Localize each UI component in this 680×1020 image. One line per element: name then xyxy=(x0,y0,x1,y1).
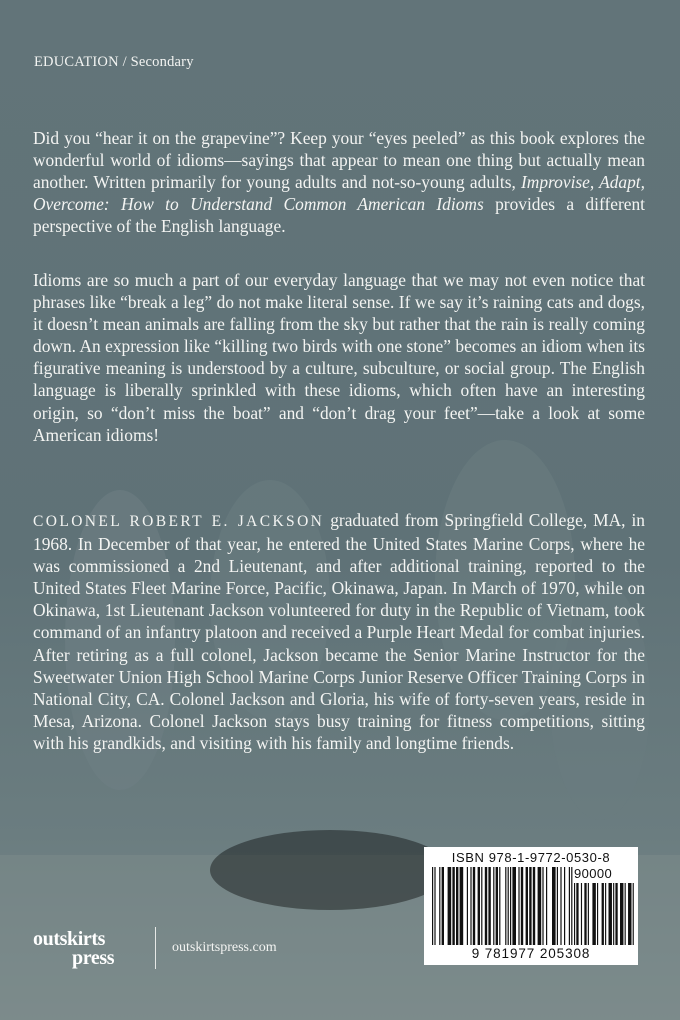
isbn-number: ISBN 978-1-9772-0530-8 xyxy=(451,850,611,865)
barcode-bar xyxy=(526,867,528,945)
logo-text-outskirts: outskirts xyxy=(33,928,105,950)
barcode-bar xyxy=(478,867,480,945)
publisher-url: outskirtspress.com xyxy=(172,940,277,955)
barcode-bar xyxy=(448,867,452,945)
barcode-bar xyxy=(481,867,482,945)
barcode-bar xyxy=(456,867,458,945)
description-text-b: provides a different perspective of the English language. xyxy=(33,194,645,237)
publisher-logo xyxy=(33,928,143,972)
addon-bar xyxy=(613,883,614,945)
ean-digits: 9 781977 205308 xyxy=(471,946,591,961)
addon-bar xyxy=(605,883,606,945)
barcode-bar xyxy=(470,867,471,945)
barcode-bar xyxy=(442,867,444,945)
barcode-bar xyxy=(488,867,490,945)
addon-bar xyxy=(633,883,634,945)
addon-bar xyxy=(615,883,617,945)
barcode-bar xyxy=(460,867,464,945)
addon-bar xyxy=(625,883,626,945)
barcode-bar xyxy=(542,867,543,945)
barcode-bar xyxy=(473,867,475,945)
addon-bar xyxy=(581,883,582,945)
category-label: EDUCATION / Secondary xyxy=(34,54,194,70)
barcode-bar xyxy=(496,867,498,945)
barcode-bar xyxy=(505,867,506,945)
barcode-bar xyxy=(569,867,570,945)
price-code: 90000 xyxy=(574,866,613,881)
book-title: Improvise, Adapt, Overcome: How to Understand Common American Idioms xyxy=(33,172,645,215)
barcode-bar xyxy=(538,867,542,945)
barcode-bar xyxy=(467,867,468,945)
barcode-bar xyxy=(499,867,500,945)
addon-bar xyxy=(628,883,631,945)
addon-bar xyxy=(592,883,595,945)
barcode-bar xyxy=(546,867,547,945)
barcode-bar xyxy=(510,867,511,945)
addon-bar xyxy=(574,883,575,945)
barcode-bar xyxy=(434,867,435,945)
addon-bar xyxy=(584,883,586,945)
barcode-bar xyxy=(485,867,487,945)
barcode-bar xyxy=(533,867,535,945)
logo-divider xyxy=(155,927,156,969)
addon-bar xyxy=(620,883,623,945)
addon-bar xyxy=(588,883,589,945)
addon-bar xyxy=(602,883,604,945)
isbn-barcode xyxy=(424,847,638,965)
barcode-bar xyxy=(452,867,454,945)
barcode-bar xyxy=(521,867,523,945)
barcode-bar xyxy=(432,867,433,945)
barcode-bar xyxy=(518,867,519,945)
barcode-bar xyxy=(557,867,558,945)
barcode-bar xyxy=(493,867,494,945)
barcode-bar xyxy=(564,867,565,945)
description-paragraph-2: Idioms are so much a part of our everyday language that we may not even notice that phrases like “break a leg” do not make literal sense. If we say it’s raining cats and dogs, it doesn’t mean animals are falling from the sky but rather that the rain is really coming down. An expression like “killing two birds with one stone” becomes an idiom when its figurative meaning is understood by a culture, subculture, or social group. The English language is liberally sprinkled with these idioms, which often have an interesting origin, so “don’t miss the boat” and “don’t drag your feet”—take a look at some American idioms! xyxy=(33,270,645,445)
addon-bar xyxy=(609,883,612,945)
barcode-bar xyxy=(439,867,440,945)
barcode-bar xyxy=(552,867,556,945)
barcode-bar xyxy=(571,867,572,945)
barcode-bar xyxy=(512,867,516,945)
addon-bar xyxy=(576,883,578,945)
barcode-bar xyxy=(560,867,561,945)
description-text-a: Did you “hear it on the grapevine”? Keep your “eyes peeled” as this book explores the wonderful world of idioms—sayings that appear to mean one thing but actually mean another. Written primarily for young adults and not-so-young adults, xyxy=(33,128,645,193)
barcode-bar xyxy=(529,867,531,945)
author-name: COLONEL ROBERT E. JACKSON xyxy=(33,513,325,530)
addon-bar xyxy=(597,883,598,945)
barcode-bar xyxy=(508,867,509,945)
author-bio xyxy=(33,509,645,754)
description-paragraph-1 xyxy=(33,127,645,237)
author-bio-text: graduated from Springfield College, MA, in 1968. In December of that year, he entered the United States Marine Corps, where he was commissioned a 2nd Lieutenant, and after additional training, reported to the United States Fleet Marine Force, Pacific, Okinawa, Japan. In March of 1970, while on Okinawa, 1st Lieutenant Jackson volunteered for duty in the Republic of Vietnam, took command of an infantry platoon and received a Purple Heart Medal for combat injuries. After retiring as a full colonel, Jackson became the Senior Marine Instructor for the Sweetwater Union High School Marine Corps Junior Reserve Officer Training Corps in National City, CA. Colonel Jackson and Gloria, his wife of forty-seven years, reside in Mesa, Arizona. Colonel Jackson stays busy training for fitness competitions, sitting with his grandkids, and visiting with his family and longtime friends. xyxy=(33,510,645,753)
logo-text-press: press xyxy=(72,947,115,969)
